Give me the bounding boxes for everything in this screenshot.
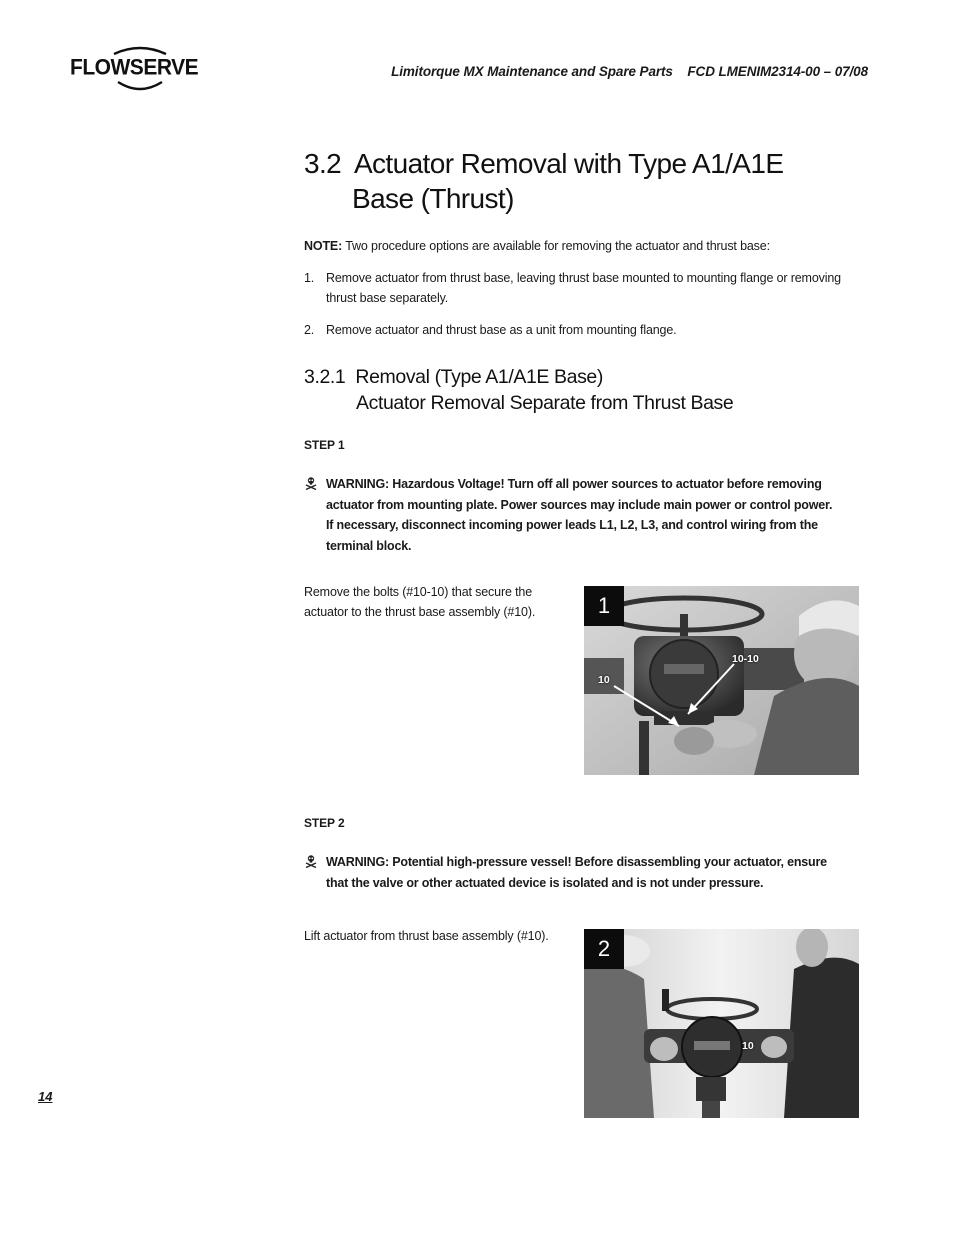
- page-number: 14: [38, 1089, 53, 1104]
- callout-label: 10-10: [732, 653, 759, 665]
- document-header-title: Limitorque MX Maintenance and Spare Parts FCD LMENIM2314-00 – 07/08: [391, 64, 868, 79]
- figure-2-photo: [584, 929, 859, 1118]
- note-text: Two procedure options are available for removing the actuator and thrust base:: [342, 239, 770, 253]
- skull-crossbones-icon: [304, 854, 318, 868]
- logo-wordmark: FLOWSERVE: [70, 55, 199, 80]
- list-item-number: 2.: [304, 323, 315, 337]
- list-item: [304, 268, 864, 308]
- step2-warning-text: WARNING: Potential high-pressure vessel! Before disassembling your actuator, ensure that the valve or other actuated device is isolated and is not under pressure.: [326, 855, 827, 890]
- figure-1-photo: [584, 586, 859, 775]
- list-item-text: Remove actuator from thrust base, leaving thrust base mounted to mounting flange or removing thrust base separately.: [326, 271, 841, 305]
- step2-warning: [304, 852, 834, 893]
- section-heading: [304, 146, 864, 216]
- list-item: [304, 320, 864, 340]
- callout-label: 10: [598, 674, 610, 686]
- step1-label: STEP 1: [304, 438, 345, 452]
- figure-2-number: 2: [584, 929, 624, 969]
- subsection-heading-line2: Actuator Removal Separate from Thrust Base: [356, 392, 734, 414]
- step1-instruction: Remove the bolts (#10-10) that secure the actuator to the thrust base assembly (#10).: [304, 585, 536, 619]
- section-heading-line1: 3.2 Actuator Removal with Type A1/A1E: [304, 148, 784, 179]
- step1-warning: [304, 474, 834, 556]
- note-paragraph: [304, 236, 864, 256]
- note-label: NOTE:: [304, 239, 343, 253]
- callout-label: 10: [742, 1040, 754, 1052]
- step2-instruction: Lift actuator from thrust base assembly (#10).: [304, 929, 549, 943]
- skull-crossbones-icon: [304, 476, 318, 490]
- list-item-number: 1.: [304, 271, 315, 285]
- step2-label: STEP 2: [304, 816, 345, 830]
- step1-warning-text: WARNING: Hazardous Voltage! Turn off all power sources to actuator before removing actuator from mounting plate. Power sources may include main power or control power. If necessary, disconnect incoming power leads L1, L2, L3, and control wiring from the terminal block.: [326, 477, 833, 553]
- list-item-text: Remove actuator and thrust base as a unit from mounting flange.: [326, 323, 677, 337]
- flowserve-logo: [70, 44, 210, 96]
- subsection-heading: [304, 364, 864, 416]
- figure-1-number: 1: [584, 586, 624, 626]
- subsection-heading-line1: 3.2.1 Removal (Type A1/A1E Base): [304, 366, 603, 388]
- section-heading-line2: Base (Thrust): [352, 183, 514, 214]
